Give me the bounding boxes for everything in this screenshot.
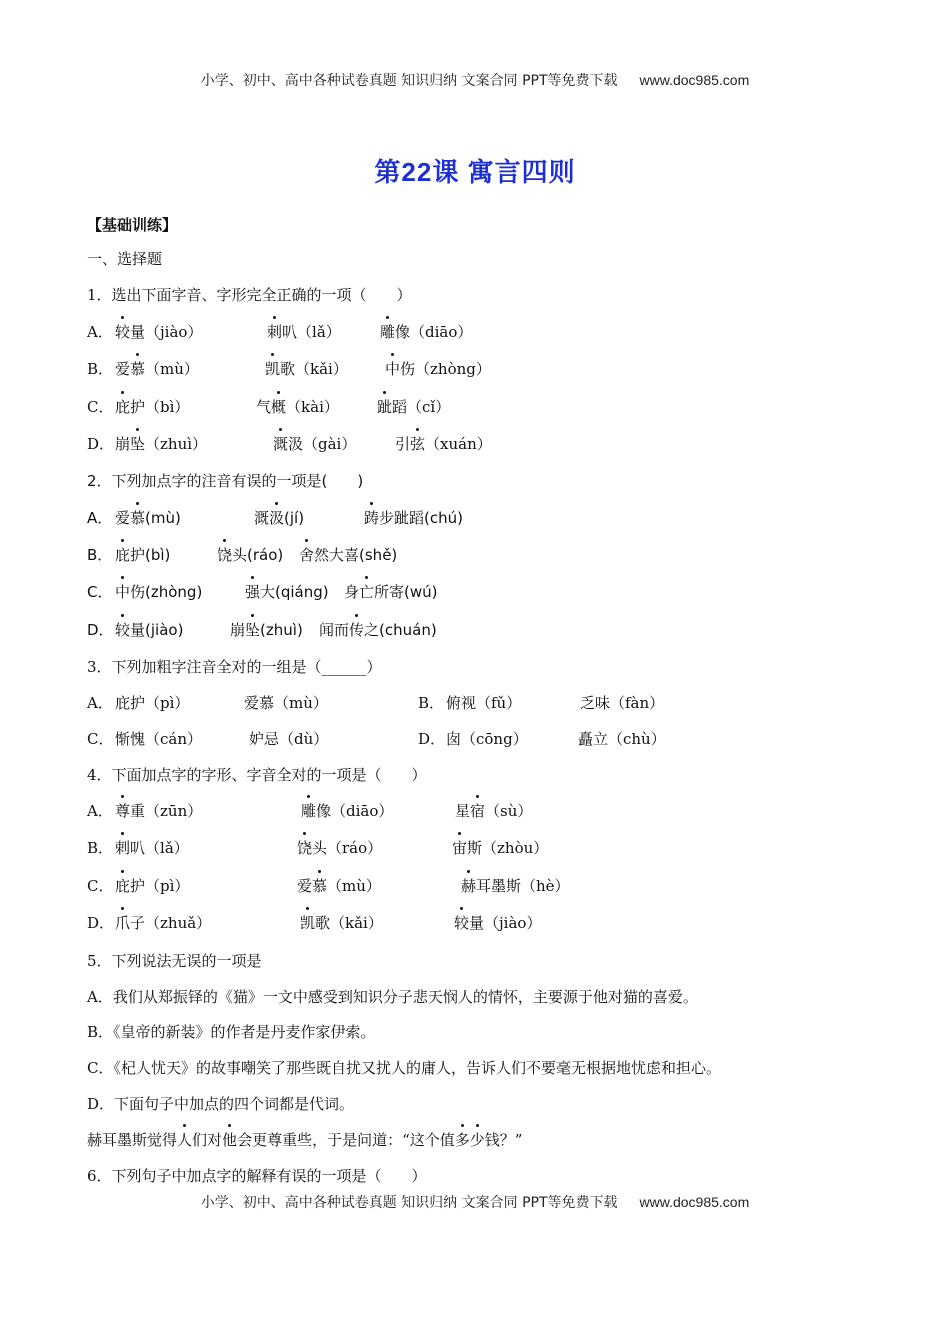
item-text: （xuán） xyxy=(425,435,492,453)
option-item xyxy=(115,544,170,566)
footer-text: 小学、初中、高中各种试卷真题 知识归纳 文案合同 PPT等免费下载 xyxy=(200,1195,618,1211)
item-text: 像（diāo） xyxy=(316,802,394,820)
option-item xyxy=(377,396,450,418)
dotted-char: 庇 xyxy=(115,546,131,564)
item-text: 爱 xyxy=(297,877,313,895)
q3-stem: 3．下列加粗字注音全对的一组是（______） xyxy=(87,658,382,676)
dotted-char: 雕 xyxy=(380,323,396,341)
item-text: 量（jiào） xyxy=(130,323,203,341)
dotted-char: 凯 xyxy=(265,360,281,378)
dotted-char: 宿 xyxy=(470,802,486,820)
q2-option-b[interactable] xyxy=(87,544,787,566)
dotted-char: 传 xyxy=(349,621,365,639)
option-item xyxy=(395,433,492,455)
q1-option-a[interactable] xyxy=(87,321,787,343)
option-item xyxy=(115,433,207,455)
dotted-char: 坠 xyxy=(130,435,146,453)
option-item xyxy=(115,358,199,380)
page-header xyxy=(0,70,950,90)
option-item xyxy=(273,433,356,455)
option-item xyxy=(455,800,532,822)
item-text: 乏味（fàn） xyxy=(580,694,665,712)
dotted-char: 饶 xyxy=(297,839,313,857)
option-item xyxy=(245,581,329,603)
item-text: 闻而 xyxy=(319,621,350,639)
item-text: 俯视（fǔ） xyxy=(446,694,522,712)
item-text: 歌（kǎi） xyxy=(280,360,348,378)
option-label: C． xyxy=(87,730,114,748)
option-item xyxy=(115,507,181,529)
option-label: A． xyxy=(87,509,113,527)
dotted-char: 多 xyxy=(454,1131,470,1149)
item-text: 庇护（pì） xyxy=(115,694,190,712)
lesson-title: 第22课 寓言四则 xyxy=(374,157,576,187)
sentence-part: 钱？” xyxy=(484,1131,523,1149)
option-label: A． xyxy=(87,323,113,341)
option-label: C． xyxy=(87,877,114,895)
item-text: 妒忌（dù） xyxy=(249,730,329,748)
q5-stem: 5．下列说法无误的一项是 xyxy=(87,952,262,970)
option-item xyxy=(461,875,570,897)
item-text: 量(jiào) xyxy=(130,621,184,639)
item-text: 歌（kǎi） xyxy=(315,914,383,932)
q2-option-a[interactable] xyxy=(87,507,787,529)
q4-option-a[interactable] xyxy=(87,800,787,822)
option-item xyxy=(578,728,666,750)
option-item xyxy=(115,912,211,934)
item-text: 大(qiáng) xyxy=(260,583,329,601)
q4-option-d[interactable] xyxy=(87,912,787,934)
q4-option-c[interactable] xyxy=(87,875,787,897)
dotted-char: 中 xyxy=(385,360,401,378)
option-item xyxy=(300,912,383,934)
option-item xyxy=(385,358,491,380)
option-label: D． xyxy=(87,914,115,932)
item-text: 耳墨斯（hè） xyxy=(476,877,570,895)
option-label: B． xyxy=(87,839,114,857)
item-text: 囱（cōng） xyxy=(446,730,528,748)
dotted-char: 舍 xyxy=(299,546,315,564)
dotted-char: 弦 xyxy=(410,435,426,453)
q2-option-c[interactable] xyxy=(87,581,787,603)
option-item xyxy=(344,581,438,603)
dotted-char: 较 xyxy=(115,621,131,639)
dotted-char: 尊 xyxy=(115,802,131,820)
item-text: 溉 xyxy=(254,509,270,527)
option-label: B． xyxy=(87,360,114,378)
dotted-char: 概 xyxy=(271,398,287,416)
q4-option-b[interactable] xyxy=(87,837,787,859)
item-text: 气 xyxy=(256,398,272,416)
sentence-part: 赫耳墨斯觉得 xyxy=(87,1131,178,1149)
option-item xyxy=(580,692,664,714)
dotted-char: 剌 xyxy=(115,839,131,857)
item-text: （mù） xyxy=(145,360,199,378)
item-text: （zhuì） xyxy=(145,435,208,453)
item-text: 伤（zhòng） xyxy=(400,360,491,378)
footer-site[interactable]: www.doc985.com xyxy=(639,1194,750,1210)
option-item xyxy=(364,507,463,529)
dotted-char: 爪 xyxy=(115,914,131,932)
item-text: 矗立（chù） xyxy=(578,730,666,748)
dotted-char: 人 xyxy=(177,1131,193,1149)
item-text: 身 xyxy=(344,583,360,601)
q2-option-d[interactable] xyxy=(87,619,787,641)
q1-option-c[interactable] xyxy=(87,396,787,418)
item-text: 护（bì） xyxy=(130,398,190,416)
option-item xyxy=(267,321,341,343)
option-item xyxy=(446,692,521,714)
dotted-char: 跐 xyxy=(377,398,393,416)
dotted-char: 较 xyxy=(115,323,131,341)
item-text: 汲（gài） xyxy=(288,435,357,453)
option-item xyxy=(217,544,283,566)
section-heading: 【基础训练】 xyxy=(87,216,178,234)
item-text: （mù） xyxy=(327,877,381,895)
option-label: C． xyxy=(87,583,113,601)
q5-option-b[interactable]: B．《皇帝的新装》的作者是丹麦作家伊索。 xyxy=(87,1023,376,1041)
item-text: 叭（lǎ） xyxy=(282,323,341,341)
dotted-char: 亡 xyxy=(359,583,375,601)
option-item xyxy=(115,837,189,859)
item-text: 所寄(wú) xyxy=(374,583,438,601)
dotted-char: 雕 xyxy=(301,802,317,820)
dotted-char: 他 xyxy=(222,1131,238,1149)
q5-option-c[interactable]: C．《杞人忧天》的故事嘲笑了那些既自扰又扰人的庸人，告诉人们不要毫无根据地忧虑和担心。 xyxy=(87,1059,721,1077)
option-label: B． xyxy=(87,546,113,564)
q1-option-d[interactable] xyxy=(87,433,787,455)
header-text: 小学、初中、高中各种试卷真题 知识归纳 文案合同 PPT等免费下载 xyxy=(200,73,618,89)
header-site[interactable]: www.doc985.com xyxy=(639,72,750,88)
option-item xyxy=(115,619,183,641)
option-label: B． xyxy=(418,694,445,712)
option-item xyxy=(256,396,339,418)
item-text: 然大喜(shě) xyxy=(314,546,398,564)
item-text: 叭（lǎ） xyxy=(130,839,189,857)
q3-option-d[interactable] xyxy=(418,728,950,750)
item-text: 爱慕（mù） xyxy=(244,694,328,712)
q5-option-d[interactable]: D．下面句子中加点的四个词都是代词。 xyxy=(87,1095,355,1113)
q1-stem: 1．选出下面字音、字形完全正确的一项（ ） xyxy=(87,286,412,304)
item-text: 崩 xyxy=(230,621,246,639)
page-footer xyxy=(0,1192,950,1212)
item-text: 像（diāo） xyxy=(395,323,473,341)
item-text: (zhuì) xyxy=(260,621,303,639)
item-text: 崩 xyxy=(115,435,131,453)
item-text: （kài） xyxy=(286,398,339,416)
option-item xyxy=(301,800,393,822)
dotted-char: 赫 xyxy=(461,877,477,895)
item-text: (jí) xyxy=(284,509,305,527)
option-item xyxy=(115,321,202,343)
item-text: 护(bì) xyxy=(130,546,171,564)
dotted-char: 中 xyxy=(115,583,131,601)
option-item xyxy=(446,728,528,750)
item-text: 量（jiào） xyxy=(469,914,542,932)
dotted-char: 凯 xyxy=(300,914,316,932)
option-item xyxy=(454,912,541,934)
dotted-char: 庇 xyxy=(115,398,131,416)
dotted-char: 慕 xyxy=(130,360,146,378)
option-item xyxy=(452,837,548,859)
option-item xyxy=(254,507,304,529)
option-item xyxy=(230,619,303,641)
option-label: D． xyxy=(87,621,114,639)
option-item xyxy=(299,544,397,566)
option-item xyxy=(115,692,189,714)
item-text: 星 xyxy=(455,802,471,820)
item-text: 子（zhuǎ） xyxy=(130,914,212,932)
option-label: A． xyxy=(87,694,113,712)
option-label: D． xyxy=(87,435,115,453)
option-item xyxy=(380,321,472,343)
item-text: （sù） xyxy=(485,802,533,820)
dotted-char: 较 xyxy=(454,914,470,932)
q5-sentence xyxy=(87,1129,522,1151)
q4-stem: 4．下面加点字的字形、字音全对的一项是（ ） xyxy=(87,766,427,784)
option-item xyxy=(115,396,189,418)
option-item xyxy=(297,875,381,897)
dotted-char: 汲 xyxy=(269,509,285,527)
item-text: 步跐蹈(chú) xyxy=(379,509,463,527)
option-item xyxy=(249,728,328,750)
part-heading: 一、选择题 xyxy=(87,250,163,268)
option-item xyxy=(244,692,328,714)
q5-option-a[interactable]: A．我们从郑振铎的《猫》一文中感受到知识分子悲天悯人的情怀，主要源于他对猫的喜爱。 xyxy=(87,988,698,1006)
item-text: 护（pì） xyxy=(130,877,190,895)
item-text: (mù) xyxy=(145,509,181,527)
q3-option-b[interactable] xyxy=(418,692,950,714)
dotted-char: 慕 xyxy=(130,509,146,527)
dotted-char: 庇 xyxy=(115,877,131,895)
option-item xyxy=(297,837,382,859)
dotted-char: 少 xyxy=(469,1131,485,1149)
option-item xyxy=(265,358,348,380)
item-text: 惭愧（cán） xyxy=(115,730,203,748)
dotted-char: 刺 xyxy=(267,323,283,341)
option-label: C． xyxy=(87,398,114,416)
item-text: 头(ráo) xyxy=(232,546,284,564)
option-label: A． xyxy=(87,802,113,820)
option-item xyxy=(115,875,189,897)
dotted-char: 踌 xyxy=(364,509,380,527)
option-item xyxy=(115,728,202,750)
dotted-char: 宙 xyxy=(452,839,468,857)
q2-stem: 2．下列加点字的注音有误的一项是( ) xyxy=(87,472,364,490)
option-item xyxy=(115,581,202,603)
dotted-char: 坠 xyxy=(245,621,261,639)
q1-option-b[interactable] xyxy=(87,358,787,380)
item-text: 爱 xyxy=(115,360,131,378)
item-text: 斯（zhòu） xyxy=(467,839,549,857)
option-item xyxy=(319,619,437,641)
item-text: 头（ráo） xyxy=(312,839,383,857)
sentence-part: 们对 xyxy=(192,1131,223,1149)
dotted-char: 溉 xyxy=(273,435,289,453)
option-label: D． xyxy=(418,730,446,748)
option-item xyxy=(115,800,202,822)
dotted-char: 饶 xyxy=(217,546,233,564)
dotted-char: 强 xyxy=(245,583,261,601)
sentence-part: 会更尊重些，于是问道：“这个值 xyxy=(237,1131,455,1149)
item-text: 引 xyxy=(395,435,411,453)
q6-stem: 6．下列句子中加点字的解释有误的一项是（ ） xyxy=(87,1167,427,1185)
dotted-char: 慕 xyxy=(312,877,328,895)
item-text: 爱 xyxy=(115,509,131,527)
item-text: 重（zūn） xyxy=(130,802,203,820)
item-text: 伤(zhòng) xyxy=(130,583,203,601)
item-text: 之(chuán) xyxy=(364,621,437,639)
item-text: 蹈（cǐ） xyxy=(392,398,451,416)
